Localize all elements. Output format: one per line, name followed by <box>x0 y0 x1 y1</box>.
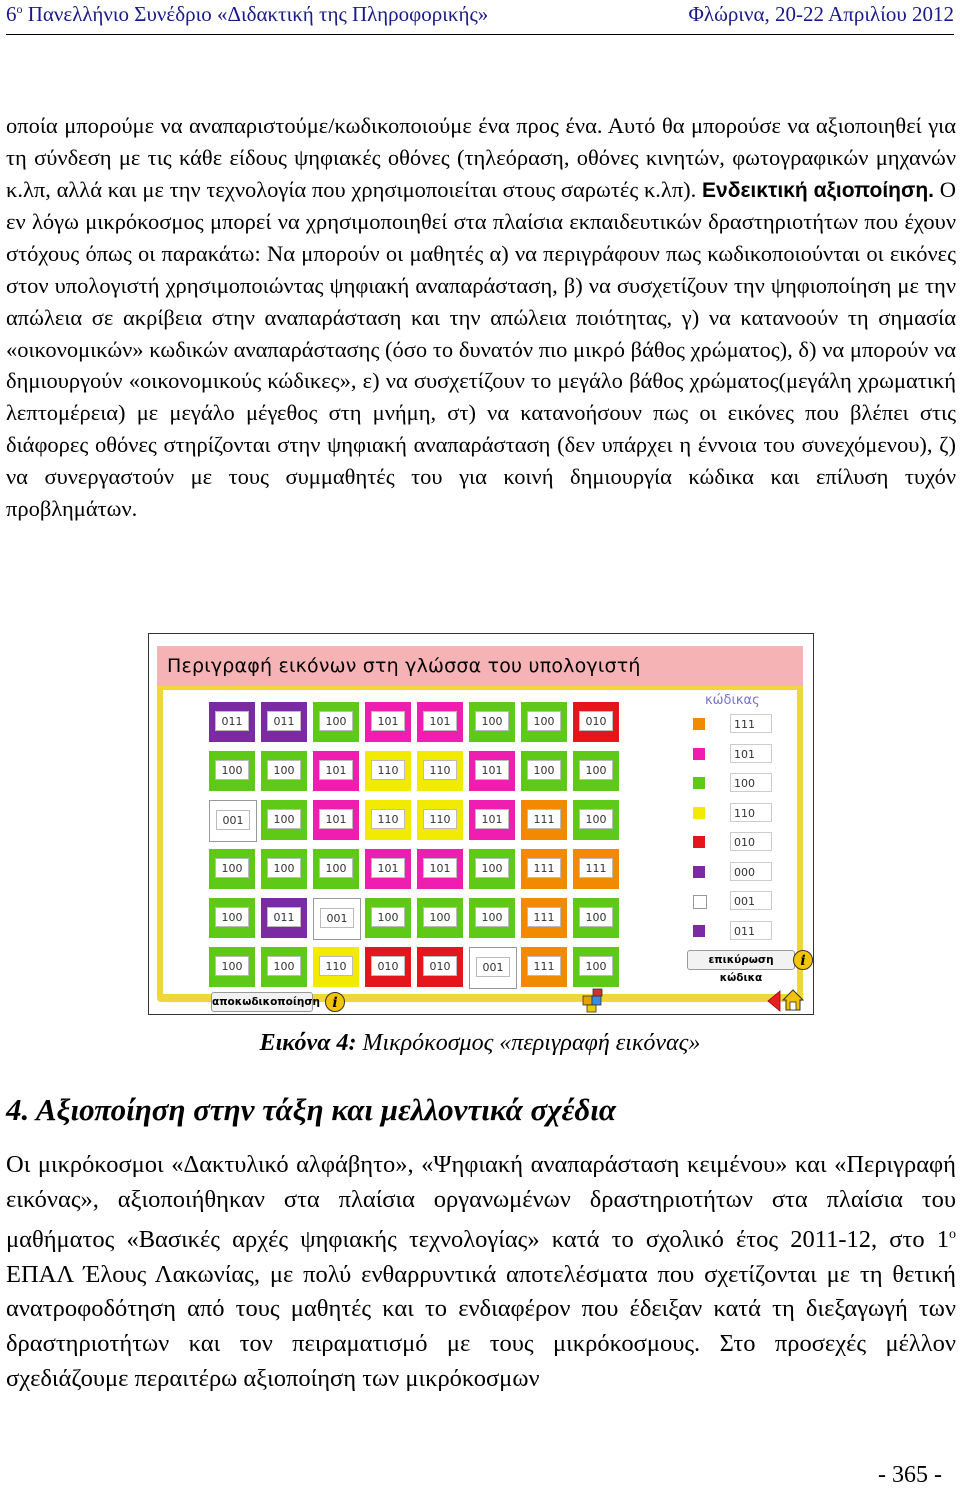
grid-cell[interactable] <box>469 849 515 889</box>
cell-code[interactable]: 100 <box>215 760 249 780</box>
grid-cell[interactable] <box>573 702 619 742</box>
grid-cell[interactable] <box>261 751 307 791</box>
cell-code[interactable]: 011 <box>267 907 301 927</box>
grid-cell[interactable] <box>261 702 307 742</box>
grid-cell[interactable] <box>365 898 411 938</box>
app-frame <box>157 646 806 1011</box>
cell-code[interactable]: 101 <box>423 711 457 731</box>
cell-code[interactable]: 010 <box>371 956 405 976</box>
cell-code[interactable]: 101 <box>423 858 457 878</box>
cell-code[interactable]: 010 <box>579 711 613 731</box>
grid-cell[interactable] <box>521 849 567 889</box>
grid-cell[interactable] <box>417 702 463 742</box>
figure-microworld <box>148 633 814 1015</box>
legend-row <box>693 801 803 825</box>
legend-row <box>693 860 803 884</box>
info-icon[interactable]: i <box>793 950 813 970</box>
grid-cell[interactable] <box>417 898 463 938</box>
section-heading: 4. Αξιοποίηση στην τάξη και μελλοντικά σχέδια <box>6 1092 617 1127</box>
grid-cell[interactable] <box>365 849 411 889</box>
legend-row <box>693 712 803 736</box>
cell-code[interactable]: 010 <box>423 956 457 976</box>
cell-code[interactable]: 111 <box>527 907 561 927</box>
legend-code-input[interactable]: 001 <box>730 891 772 910</box>
grid-cell[interactable] <box>313 751 359 791</box>
legend-swatch <box>693 777 705 789</box>
info-icon[interactable]: i <box>325 992 345 1012</box>
cell-code[interactable]: 001 <box>476 957 510 977</box>
legend-code-input[interactable]: 111 <box>730 714 772 733</box>
grid-cell[interactable] <box>521 898 567 938</box>
legend-row <box>693 919 803 943</box>
cell-code[interactable]: 110 <box>371 760 405 780</box>
grid-cell[interactable] <box>313 898 361 940</box>
grid-cell[interactable] <box>365 947 411 987</box>
app-title: Περιγραφή εικόνων στη γλώσσα του υπολογιστή <box>157 646 803 686</box>
cell-code[interactable]: 110 <box>319 956 353 976</box>
grid-cell[interactable] <box>313 702 359 742</box>
cell-code[interactable]: 100 <box>579 956 613 976</box>
grid-cell[interactable] <box>469 947 517 989</box>
legend-code-input[interactable]: 100 <box>730 773 772 792</box>
grid-cell[interactable] <box>209 702 255 742</box>
cell-code[interactable]: 100 <box>215 907 249 927</box>
cell-code[interactable]: 110 <box>423 760 457 780</box>
grid-cell[interactable] <box>469 898 515 938</box>
cell-code[interactable]: 111 <box>579 858 613 878</box>
cell-code[interactable]: 111 <box>527 809 561 829</box>
paragraph-2: Οι μικρόκοσμοι «Δακτυλικό αλφάβητο», «Ψηφιακή αναπαράσταση κειμένου» και «Περιγραφή εικόνας», αξιοποιήθηκαν στα πλαίσια οργανωμένων δραστηριοτήτων στα πλαίσια του μαθήματος «Βασικές αρχές ψηφιακής τεχνολογίας» κατά το σχολικό έτος 2011-12, στο $1^o$ ΕΠΑΛ Έλους Λακωνίας, με πολύ ενθαρρυντικά αποτελέσματα που σχετίζονται με τη θετική ανατροφοδότηση από τους μαθητές και το ενδιαφέρον που έδειξαν κατά τη διεξαγωγή των δραστηριοτήτων και τον πειραματισμό με τους μικρόκοσμους. Στο προσεχές μέλλον σχεδιάζουμε περαιτέρω αξιοποίηση των μικρόκοσμων <box>6 1151 956 1392</box>
legend-swatch <box>693 925 705 937</box>
legend-row <box>693 742 803 766</box>
grid-cell[interactable] <box>209 898 255 938</box>
legend-code-input[interactable]: 101 <box>730 744 772 763</box>
grid-cell[interactable] <box>365 702 411 742</box>
grid-cell[interactable] <box>521 800 567 840</box>
grid-cell[interactable] <box>573 800 619 840</box>
grid-cell[interactable] <box>573 898 619 938</box>
cell-code[interactable]: 100 <box>267 956 301 976</box>
grid-cell[interactable] <box>417 800 463 840</box>
cell-code[interactable]: 101 <box>475 809 509 829</box>
header-left: $6^o$ Πανελλήνιο Συνέδριο «Διδακτική της Πληροφορικής» <box>6 2 489 26</box>
cell-code[interactable]: 100 <box>319 858 353 878</box>
cell-code[interactable]: 100 <box>475 858 509 878</box>
cell-code[interactable]: 101 <box>319 809 353 829</box>
cell-code[interactable]: 100 <box>579 760 613 780</box>
cell-code[interactable]: 001 <box>320 908 354 928</box>
cell-code[interactable]: 100 <box>579 907 613 927</box>
cell-code[interactable]: 100 <box>475 907 509 927</box>
legend-code-input[interactable]: 010 <box>730 832 772 851</box>
grid-cell[interactable] <box>261 800 307 840</box>
app-panel <box>163 690 806 1011</box>
legend-swatch <box>693 866 705 878</box>
grid-cell[interactable] <box>209 800 257 842</box>
puzzle-icon[interactable] <box>581 988 607 1014</box>
legend-swatch <box>693 748 705 760</box>
validate-code-button[interactable]: επικύρωση κώδικα <box>687 950 795 970</box>
cell-code[interactable]: 110 <box>371 809 405 829</box>
grid-cell[interactable] <box>313 800 359 840</box>
running-header <box>6 2 954 35</box>
header-right: Φλώρινα, 20-22 Απριλίου 2012 <box>688 2 954 26</box>
legend-code-input[interactable]: 110 <box>730 803 772 822</box>
cell-code[interactable]: 101 <box>371 858 405 878</box>
cell-code[interactable]: 100 <box>371 907 405 927</box>
grid-cell[interactable] <box>313 947 359 987</box>
grid-cell[interactable] <box>365 800 411 840</box>
grid-cell[interactable] <box>573 751 619 791</box>
cell-code[interactable]: 101 <box>371 711 405 731</box>
grid-cell[interactable] <box>365 751 411 791</box>
grid-cell[interactable] <box>417 849 463 889</box>
legend-row <box>693 889 803 913</box>
cell-code[interactable]: 100 <box>215 858 249 878</box>
grid-cell[interactable] <box>573 947 619 987</box>
figure-caption: Εικόνα 4: Μικρόκοσμος «περιγραφή εικόνας» <box>259 1030 701 1056</box>
grid-cell[interactable] <box>417 751 463 791</box>
legend-code-input[interactable]: 000 <box>730 862 772 881</box>
legend-row <box>693 830 803 854</box>
legend-swatch <box>693 807 705 819</box>
home-icon[interactable] <box>781 988 805 1012</box>
cell-code[interactable]: 100 <box>319 711 353 731</box>
cell-code[interactable]: 100 <box>267 760 301 780</box>
paragraph-1: οποία μπορούμε να αναπαριστούμε/κωδικοποιούμε ένα προς ένα. Αυτό θα μπορούσε να αξιοποιηθεί για τη σύνδεση με τις κάθε είδους ψηφιακές οθόνες (τηλεόραση, οθόνες κινητών, φωτογραφικών μηχανών κ.λπ, αλλά και με την τεχνολογία που χρησιμοποιείται στους σαρωτές κ.λπ). Ενδεικτική αξιοποίηση. Ο εν λόγω μικρόκοσμος μπορεί να χρησιμοποιηθεί στα πλαίσια εκπαιδευτικών δραστηριοτήτων που έχουν στόχους όπως οι παρακάτω: Να μπορούν οι μαθητές α) να περιγράφουν πως κωδικοποιούνται οι εικόνες στον υπολογιστή χρησιμοποιώντας ψηφιακή αναπαράσταση, β) να συσχετίζουν την ψηφιοποίηση με την απώλεια σε ακρίβεια στην αναπαράσταση και την απώλεια ποιότητας, γ) να κατανοούν τη σημασία «οικονομικών» κωδικών αναπαράστασης (όσο το δυνατόν πιο μικρό βάθος χρώματος), δ) να μπορούν να δημιουργούν «οικονομικούς κώδικες», ε) να συσχετίζουν το μεγάλο βάθος χρώματος(μεγάλη χρωματική λεπτομέρεια) με μεγάλο μέγεθος στη μνήμη, στ) να κατανοήσουν πως οι εικόνες που βλέπει στις διάφορες οθόνες στηρίζονται στην ψηφιακή αναπαράσταση (δεν υπάρχει η έννοια του συνεχόμενου), ζ) να συνεργαστούν με τους συμμαθητές του για κοινή δημιουργία κώδικα και επίλυση τυχόν προβλημάτων. <box>6 113 956 521</box>
cell-code[interactable]: 101 <box>475 760 509 780</box>
cell-code[interactable]: 001 <box>216 810 250 830</box>
legend-swatch <box>693 836 705 848</box>
cell-code[interactable]: 110 <box>423 809 457 829</box>
legend-code-input[interactable]: 011 <box>730 921 772 940</box>
legend-swatch <box>693 895 707 909</box>
grid-cell[interactable] <box>261 947 307 987</box>
back-arrow-icon[interactable] <box>767 990 781 1012</box>
decode-button[interactable]: αποκωδικοποίηση <box>211 992 313 1012</box>
cell-code[interactable]: 101 <box>319 760 353 780</box>
grid-cell[interactable] <box>209 849 255 889</box>
grid-cell[interactable] <box>469 800 515 840</box>
cell-code[interactable]: 111 <box>527 956 561 976</box>
cell-code[interactable]: 111 <box>527 858 561 878</box>
grid-cell[interactable] <box>313 849 359 889</box>
cell-code[interactable]: 011 <box>215 711 249 731</box>
grid-cell[interactable] <box>261 898 307 938</box>
cell-code[interactable]: 011 <box>267 711 301 731</box>
bold-heading: Ενδεικτική αξιοποίηση. <box>702 178 935 202</box>
legend-row <box>693 771 803 795</box>
page-number: - 365 - <box>878 1462 942 1488</box>
grid-cell[interactable] <box>469 751 515 791</box>
grid-cell[interactable] <box>469 702 515 742</box>
cell-code[interactable]: 100 <box>475 711 509 731</box>
cell-code[interactable]: 100 <box>267 809 301 829</box>
cell-code[interactable]: 100 <box>527 711 561 731</box>
grid-cell[interactable] <box>209 751 255 791</box>
cell-code[interactable]: 100 <box>527 760 561 780</box>
cell-code[interactable]: 100 <box>267 858 301 878</box>
grid-cell[interactable] <box>209 947 255 987</box>
grid-cell[interactable] <box>521 751 567 791</box>
grid-cell[interactable] <box>521 947 567 987</box>
legend-title: κώδικας <box>705 693 760 708</box>
cell-code[interactable]: 100 <box>423 907 457 927</box>
cell-code[interactable]: 100 <box>215 956 249 976</box>
legend-swatch <box>693 718 705 730</box>
grid-cell[interactable] <box>573 849 619 889</box>
grid-cell[interactable] <box>261 849 307 889</box>
grid-cell[interactable] <box>417 947 463 987</box>
grid-cell[interactable] <box>521 702 567 742</box>
cell-code[interactable]: 100 <box>579 809 613 829</box>
